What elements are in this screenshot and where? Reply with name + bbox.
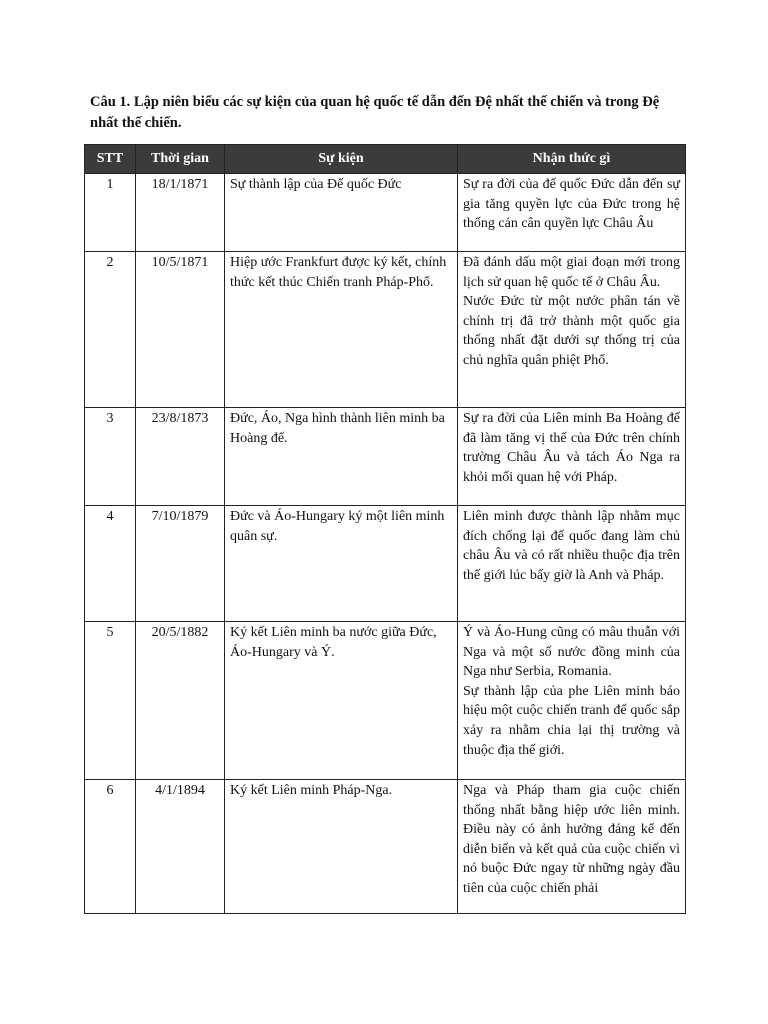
table-header bbox=[85, 145, 686, 174]
timeline-table bbox=[84, 144, 686, 914]
note-paragraph: Đã đánh dấu một giai đoạn mới trong lịch sử quan hệ quốc tế ở Châu Âu. bbox=[463, 255, 680, 290]
note-paragraph: Ý và Áo-Hung cũng có mâu thuẫn với Nga và một số nước đồng minh của Nga như Serbia, Romania. bbox=[463, 625, 680, 680]
note-paragraph: Sự ra đời của Liên minh Ba Hoàng đế đã làm tăng vị thế của Đức trên chính trường Châu Âu và tách Áo Nga ra khỏi mối quan hệ với Pháp. bbox=[463, 411, 680, 485]
note-paragraph: Sự ra đời của đế quốc Đức dẫn đến sự gia tăng quyền lực của Đức trong hệ thống cán cân quyền lực Châu Âu bbox=[463, 177, 680, 232]
row-stt: 3 bbox=[85, 408, 136, 506]
header-note: Nhận thức gì bbox=[458, 145, 686, 174]
row-date: 20/5/1882 bbox=[136, 622, 225, 780]
row-date: 7/10/1879 bbox=[136, 506, 225, 622]
row-stt: 6 bbox=[85, 780, 136, 914]
row-date: 23/8/1873 bbox=[136, 408, 225, 506]
row-note bbox=[458, 506, 686, 622]
row-stt: 2 bbox=[85, 252, 136, 408]
row-stt: 1 bbox=[85, 174, 136, 252]
table-row bbox=[85, 252, 686, 408]
row-event: Đức và Áo-Hungary ký một liên minh quân sự. bbox=[225, 506, 458, 622]
header-event: Sự kiện bbox=[225, 145, 458, 174]
row-stt: 5 bbox=[85, 622, 136, 780]
table-row bbox=[85, 622, 686, 780]
row-stt: 4 bbox=[85, 506, 136, 622]
table-row bbox=[85, 780, 686, 914]
header-row bbox=[85, 145, 686, 174]
note-paragraph: Liên minh được thành lập nhằm mục đích chống lại đế quốc đang làm chủ châu Âu và có rất nhiều thuộc địa trên thế giới lúc bấy giờ là Anh và Pháp. bbox=[463, 509, 680, 583]
table-body bbox=[85, 174, 686, 914]
page-title: Câu 1. Lập niên biểu các sự kiện của quan hệ quốc tế dẫn đến Đệ nhất thế chiến và trong Đệ nhất thế chiến. bbox=[90, 94, 660, 131]
row-event: Sự thành lập của Đế quốc Đức bbox=[225, 174, 458, 252]
row-event: Hiệp ước Frankfurt được ký kết, chính thức kết thúc Chiến tranh Pháp-Phổ. bbox=[225, 252, 458, 408]
table-row bbox=[85, 506, 686, 622]
note-paragraph: Nga và Pháp tham gia cuộc chiến thống nhất bằng hiệp ước liên minh. Điều này có ảnh hưởng đáng kể đến diễn biến và kết quả của cuộc chiến vì nó buộc Đức ngay từ những ngày đầu tiên của cuộc chiến phải bbox=[463, 783, 680, 896]
row-event: Ký kết Liên minh ba nước giữa Đức, Áo-Hungary và Ý. bbox=[225, 622, 458, 780]
table-row bbox=[85, 408, 686, 506]
row-note bbox=[458, 252, 686, 408]
note-paragraph: Sự thành lập của phe Liên minh báo hiệu một cuộc chiến tranh đế quốc sắp xảy ra nhằm chia lại thị trường và thuộc địa thế giới. bbox=[463, 683, 680, 758]
row-date: 18/1/1871 bbox=[136, 174, 225, 252]
row-note bbox=[458, 174, 686, 252]
header-stt: STT bbox=[85, 145, 136, 174]
row-note bbox=[458, 780, 686, 914]
row-note bbox=[458, 622, 686, 780]
header-time: Thời gian bbox=[136, 145, 225, 174]
note-paragraph: Nước Đức từ một nước phân tán về chính trị đã trở thành một quốc gia thống nhất đặt dưới sự thống trị của chủ nghĩa quân phiệt Phổ. bbox=[463, 294, 680, 368]
row-note bbox=[458, 408, 686, 506]
table-row bbox=[85, 174, 686, 252]
row-date: 10/5/1871 bbox=[136, 252, 225, 408]
row-date: 4/1/1894 bbox=[136, 780, 225, 914]
row-event: Ký kết Liên minh Pháp-Nga. bbox=[225, 780, 458, 914]
row-event: Đức, Áo, Nga hình thành liên minh ba Hoàng đế. bbox=[225, 408, 458, 506]
